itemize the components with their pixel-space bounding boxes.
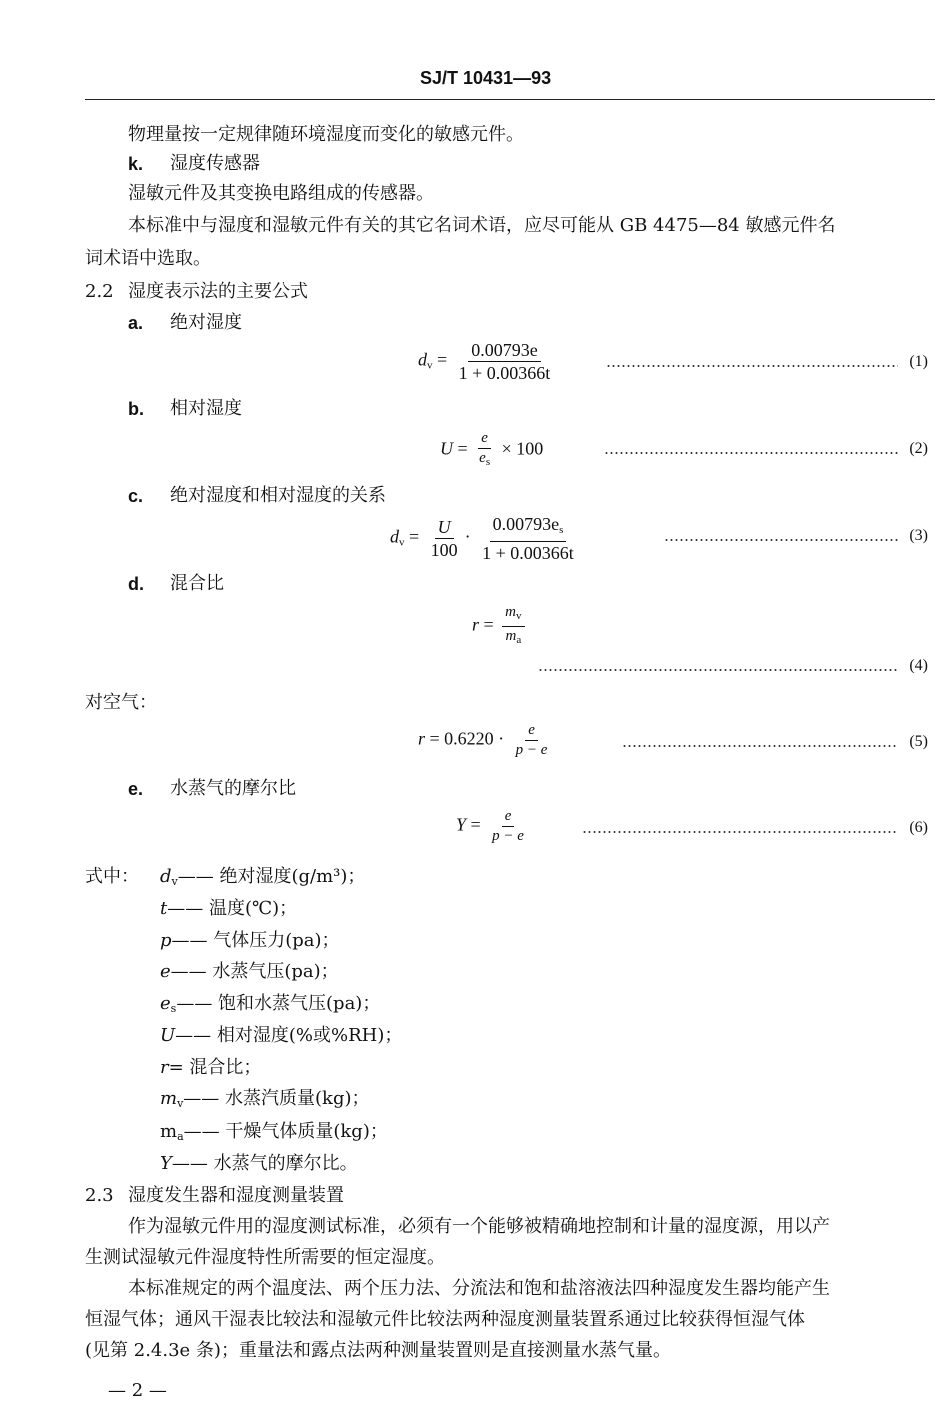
- symbol-definition: e—— 水蒸气压(pa)；: [160, 961, 339, 982]
- item-b-title: 相对湿度: [170, 398, 242, 419]
- formula-1-leader: (1): [606, 352, 928, 372]
- formula-1: $d_v$ = $\frac{0.00793e}{1 + 0.00366t}$: [418, 340, 551, 383]
- symbol-definition: $d_v——$ 绝对湿度(g/m³)；: [160, 866, 366, 888]
- formula-6: Y = $\frac{e}{p - e}$: [456, 808, 524, 844]
- section-2-3-number: 2.3: [85, 1185, 114, 1206]
- item-d-label: d.: [128, 574, 144, 594]
- header-rule: [85, 99, 935, 100]
- intro-line: 物理量按一定规律随环境湿度而变化的敏感元件。: [128, 124, 524, 145]
- item-e-label: e.: [128, 779, 144, 799]
- formula-4-leader: (4): [538, 656, 928, 676]
- page-number: — 2 —: [108, 1380, 167, 1401]
- formula-5: r = 0.6220 · $\frac{e}{p - e}$: [418, 722, 548, 758]
- item-e-title: 水蒸气的摩尔比: [170, 778, 296, 799]
- symbol-definition: r= 混合比；: [160, 1057, 262, 1078]
- note-line-1: 本标准中与湿度和湿敏元件有关的其它名词术语，应尽可能从 GB 4475—84 敏感元件名: [128, 215, 836, 236]
- item-d-title: 混合比: [170, 573, 224, 594]
- formula-2-leader: (2): [604, 439, 928, 459]
- item-b-label: b.: [128, 399, 144, 419]
- symbol-definition: t—— 温度(℃)；: [160, 898, 298, 919]
- formula-3-leader: (3): [664, 526, 928, 546]
- air-label: 对空气：: [85, 692, 157, 713]
- section-2-2-title: 湿度表示法的主要公式: [128, 281, 308, 302]
- where-label: 式中：: [85, 866, 139, 887]
- paragraph-2-line: (见第 2.4.3e 条)；重量法和露点法两种测量装置则是直接测量水蒸气量。: [85, 1340, 671, 1361]
- symbol-definition: $e_s——$ 饱和水蒸气压(pa)；: [160, 993, 381, 1015]
- paragraph-1-line: 生测试湿敏元件湿度特性所需要的恒定湿度。: [85, 1247, 445, 1268]
- formula-2: U = $\frac{e}{e_s}$ × 100: [440, 430, 544, 468]
- item-c-title: 绝对湿度和相对湿度的关系: [170, 485, 386, 506]
- item-c-label: c.: [128, 486, 144, 506]
- note-line-2: 词术语中选取。: [85, 248, 211, 269]
- item-k-title: 湿度传感器: [170, 153, 260, 174]
- item-a-title: 绝对湿度: [170, 312, 242, 333]
- document-code: SJ/T 10431—93: [420, 68, 552, 88]
- symbol-definition: p—— 气体压力(pa)；: [160, 930, 340, 951]
- section-2-3-title: 湿度发生器和湿度测量装置: [128, 1185, 344, 1206]
- symbol-definition: $m_v——$ 水蒸汽质量(kg)；: [160, 1088, 370, 1110]
- formula-5-leader: (5): [622, 732, 928, 752]
- item-k-label: k.: [128, 154, 144, 174]
- symbol-definition: $m_a——$ 干燥气体质量(kg)；: [160, 1121, 388, 1143]
- section-2-2-number: 2.2: [85, 281, 114, 302]
- item-k-definition: 湿敏元件及其变换电路组成的传感器。: [128, 183, 434, 204]
- item-a-label: a.: [128, 313, 144, 333]
- formula-6-leader: (6): [582, 818, 928, 838]
- symbol-definition: U—— 相对湿度(%或%RH)；: [160, 1025, 403, 1046]
- paragraph-1-line: 作为湿敏元件用的湿度测试标准，必须有一个能够被精确地控制和计量的湿度源，用以产: [128, 1216, 830, 1237]
- symbol-definition: Y—— 水蒸气的摩尔比。: [160, 1153, 358, 1174]
- formula-3: $d_v$ = $\frac{U}{100}$ · $\frac{0.00793e_s}{1 + 0.00366t}$: [390, 514, 574, 563]
- paragraph-2-line: 恒湿气体；通风干湿表比较法和湿敏元件比较法两种湿度测量装置系通过比较获得恒湿气体: [85, 1309, 805, 1330]
- formula-4: r = $\frac{m_v}{m_a}$: [472, 604, 529, 649]
- paragraph-2-line: 本标准规定的两个温度法、两个压力法、分流法和饱和盐溶液法四种湿度发生器均能产生: [128, 1278, 830, 1299]
